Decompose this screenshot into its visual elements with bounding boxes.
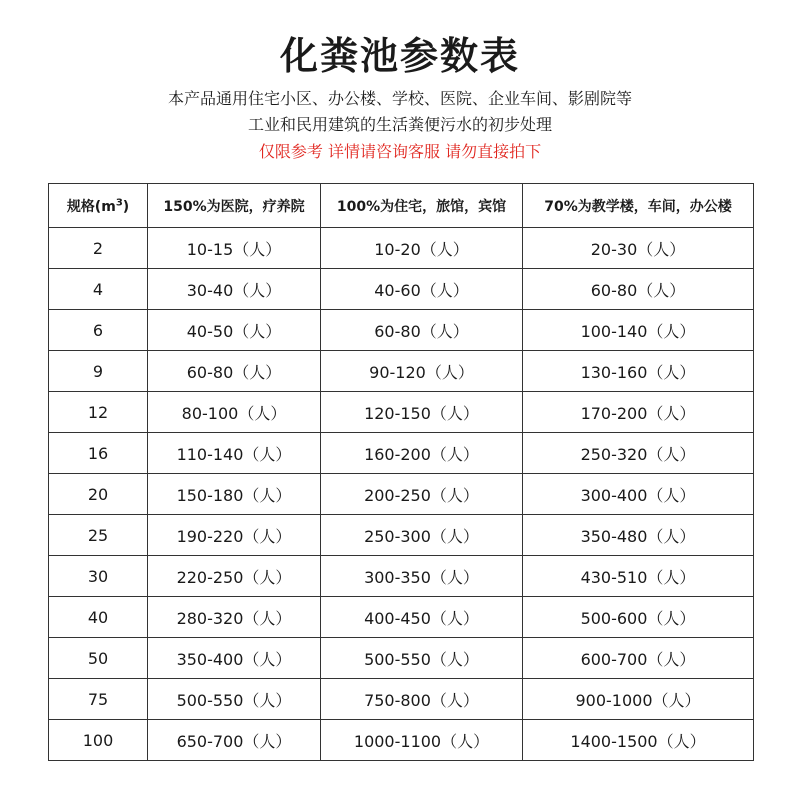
cell-spec: 16 (49, 433, 148, 474)
cell-70: 20-30（人） (523, 228, 754, 269)
cell-150: 10-15（人） (148, 228, 321, 269)
header-100: 100%为住宅，旅馆，宾馆 (321, 184, 523, 228)
table-row (49, 474, 754, 515)
table-row (49, 310, 754, 351)
page-title: 化粪池参数表 (279, 34, 520, 78)
cell-100: 1000-1100（人） (321, 720, 523, 761)
cell-100: 200-250（人） (321, 474, 523, 515)
table-row (49, 679, 754, 720)
cell-70: 500-600（人） (523, 597, 754, 638)
description-line-2: 工业和民用建筑的生活粪便污水的初步处理 (247, 115, 552, 134)
cell-150: 110-140（人） (148, 433, 321, 474)
cell-70: 60-80（人） (523, 269, 754, 310)
table-row (49, 638, 754, 679)
cell-100: 120-150（人） (321, 392, 523, 433)
cell-70: 1400-1500（人） (523, 720, 754, 761)
cell-70: 430-510（人） (523, 556, 754, 597)
cell-100: 90-120（人） (321, 351, 523, 392)
cell-150: 30-40（人） (148, 269, 321, 310)
cell-spec: 30 (49, 556, 148, 597)
cell-100: 10-20（人） (321, 228, 523, 269)
header-150: 150%为医院，疗养院 (148, 184, 321, 228)
cell-150: 500-550（人） (148, 679, 321, 720)
cell-150: 150-180（人） (148, 474, 321, 515)
table-row (49, 515, 754, 556)
cell-spec: 4 (49, 269, 148, 310)
cell-150: 280-320（人） (148, 597, 321, 638)
cell-100: 40-60（人） (321, 269, 523, 310)
cell-70: 170-200（人） (523, 392, 754, 433)
cell-150: 80-100（人） (148, 392, 321, 433)
cell-spec: 75 (49, 679, 148, 720)
cell-spec: 20 (49, 474, 148, 515)
table-row (49, 433, 754, 474)
cell-150: 350-400（人） (148, 638, 321, 679)
cell-70: 130-160（人） (523, 351, 754, 392)
table-row (49, 269, 754, 310)
notice-text: 仅限参考 详情请咨询客服 请勿直接拍下 (258, 142, 542, 161)
table-header-row (49, 184, 754, 228)
cell-100: 400-450（人） (321, 597, 523, 638)
parameter-table (48, 183, 754, 761)
table-row (49, 597, 754, 638)
header-spec-close: ) (122, 198, 130, 215)
cell-150: 650-700（人） (148, 720, 321, 761)
cell-spec: 9 (49, 351, 148, 392)
cell-150: 220-250（人） (148, 556, 321, 597)
cell-70: 900-1000（人） (523, 679, 754, 720)
cell-100: 300-350（人） (321, 556, 523, 597)
cell-spec: 100 (49, 720, 148, 761)
cell-100: 750-800（人） (321, 679, 523, 720)
cell-150: 40-50（人） (148, 310, 321, 351)
table-row (49, 228, 754, 269)
cell-70: 600-700（人） (523, 638, 754, 679)
cell-100: 500-550（人） (321, 638, 523, 679)
cell-150: 60-80（人） (148, 351, 321, 392)
cell-150: 190-220（人） (148, 515, 321, 556)
table-row (49, 392, 754, 433)
table-body (49, 228, 754, 761)
table-row (49, 556, 754, 597)
cell-spec: 25 (49, 515, 148, 556)
cell-100: 250-300（人） (321, 515, 523, 556)
table-row (49, 351, 754, 392)
cell-70: 350-480（人） (523, 515, 754, 556)
cell-70: 100-140（人） (523, 310, 754, 351)
cell-spec: 50 (49, 638, 148, 679)
cell-70: 300-400（人） (523, 474, 754, 515)
table-row (49, 720, 754, 761)
cell-spec: 12 (49, 392, 148, 433)
description-line-1: 本产品通用住宅小区、办公楼、学校、医院、企业车间、影剧院等 (167, 89, 632, 108)
cell-100: 160-200（人） (321, 433, 523, 474)
cell-70: 250-320（人） (523, 433, 754, 474)
cell-spec: 2 (49, 228, 148, 269)
cell-spec: 40 (49, 597, 148, 638)
header-70: 70%为教学楼，车间，办公楼 (523, 184, 754, 228)
cell-spec: 6 (49, 310, 148, 351)
header-spec (49, 184, 148, 228)
header-spec-superscript: 3 (115, 196, 123, 208)
header-spec-label: 规格(m (66, 198, 116, 215)
cell-100: 60-80（人） (321, 310, 523, 351)
